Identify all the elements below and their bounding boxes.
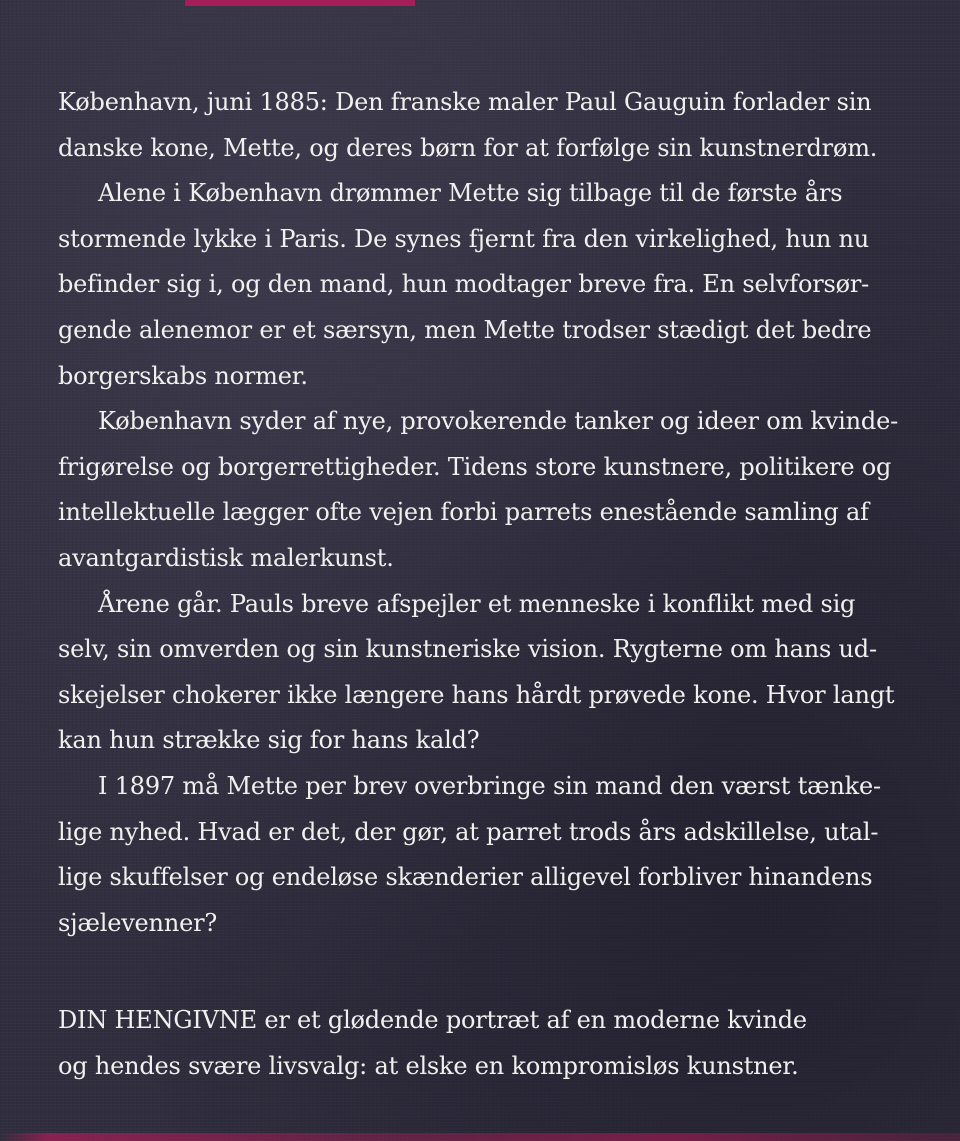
text-line: I 1897 må Mette per brev overbringe sin mand den værst tænke-: [98, 771, 881, 800]
paragraph-3: [58, 399, 938, 581]
text-line: København, juni 1885: Den franske maler Paul Gauguin forlader sin: [58, 88, 872, 116]
text-line: lige skuffelser og endeløse skænderier alligevel forbliver hinandens: [58, 863, 873, 892]
text-line: gende alenemor er et særsyn, men Mette trodser stædigt det bedre: [58, 315, 872, 344]
text-line: borgerskabs normer.: [58, 361, 308, 390]
paragraph-2: [58, 171, 938, 399]
text-line: skejelser chokerer ikke længere hans hårdt prøvede kone. Hvor langt: [58, 680, 895, 709]
text-line: avantgardistisk malerkunst.: [58, 543, 394, 572]
back-cover-text: [58, 80, 938, 1089]
text-line: Årene går. Pauls breve afspejler et menneske i konflikt med sig: [98, 589, 856, 618]
text-line: intellektuelle lægger ofte vejen forbi parrets enestående samling af: [58, 498, 869, 527]
text-line: København syder af nye, provokerende tanker og ideer om kvinde-: [98, 407, 898, 436]
paragraph-5: [58, 764, 938, 946]
tagline-line: DIN HENGIVNE er et glødende portræt af en moderne kvinde: [58, 1006, 807, 1035]
bottom-color-strip: [0, 1133, 960, 1141]
section-spacer: [58, 946, 938, 998]
text-line: kan hun strække sig for hans kald?: [58, 726, 480, 755]
tagline-line: og hendes svære livsvalg: at elske en kompromisløs kunstner.: [58, 1051, 799, 1080]
text-line: stormende lykke i Paris. De synes fjernt fra den virkelighed, hun nu: [58, 224, 870, 253]
text-line: selv, sin omverden og sin kunstneriske vision. Rygterne om hans ud-: [58, 635, 877, 664]
text-line: befinder sig i, og den mand, hun modtager breve fra. En selvforsør-: [58, 270, 870, 299]
text-line: Alene i København drømmer Mette sig tilbage til de første års: [98, 179, 843, 208]
paragraph-4: [58, 582, 938, 764]
text-line: lige nyhed. Hvad er det, der gør, at parret trods års adskillelse, utal-: [58, 817, 879, 846]
tagline: [58, 998, 938, 1089]
paragraph-1: [58, 80, 938, 171]
text-line: sjælevenner?: [58, 908, 218, 937]
text-line: frigørelse og borgerrettigheder. Tidens store kunstnere, politikere og: [58, 452, 892, 481]
title-color-strip: [185, 0, 415, 6]
text-line: danske kone, Mette, og deres børn for at forfølge sin kunstnerdrøm.: [58, 133, 878, 162]
